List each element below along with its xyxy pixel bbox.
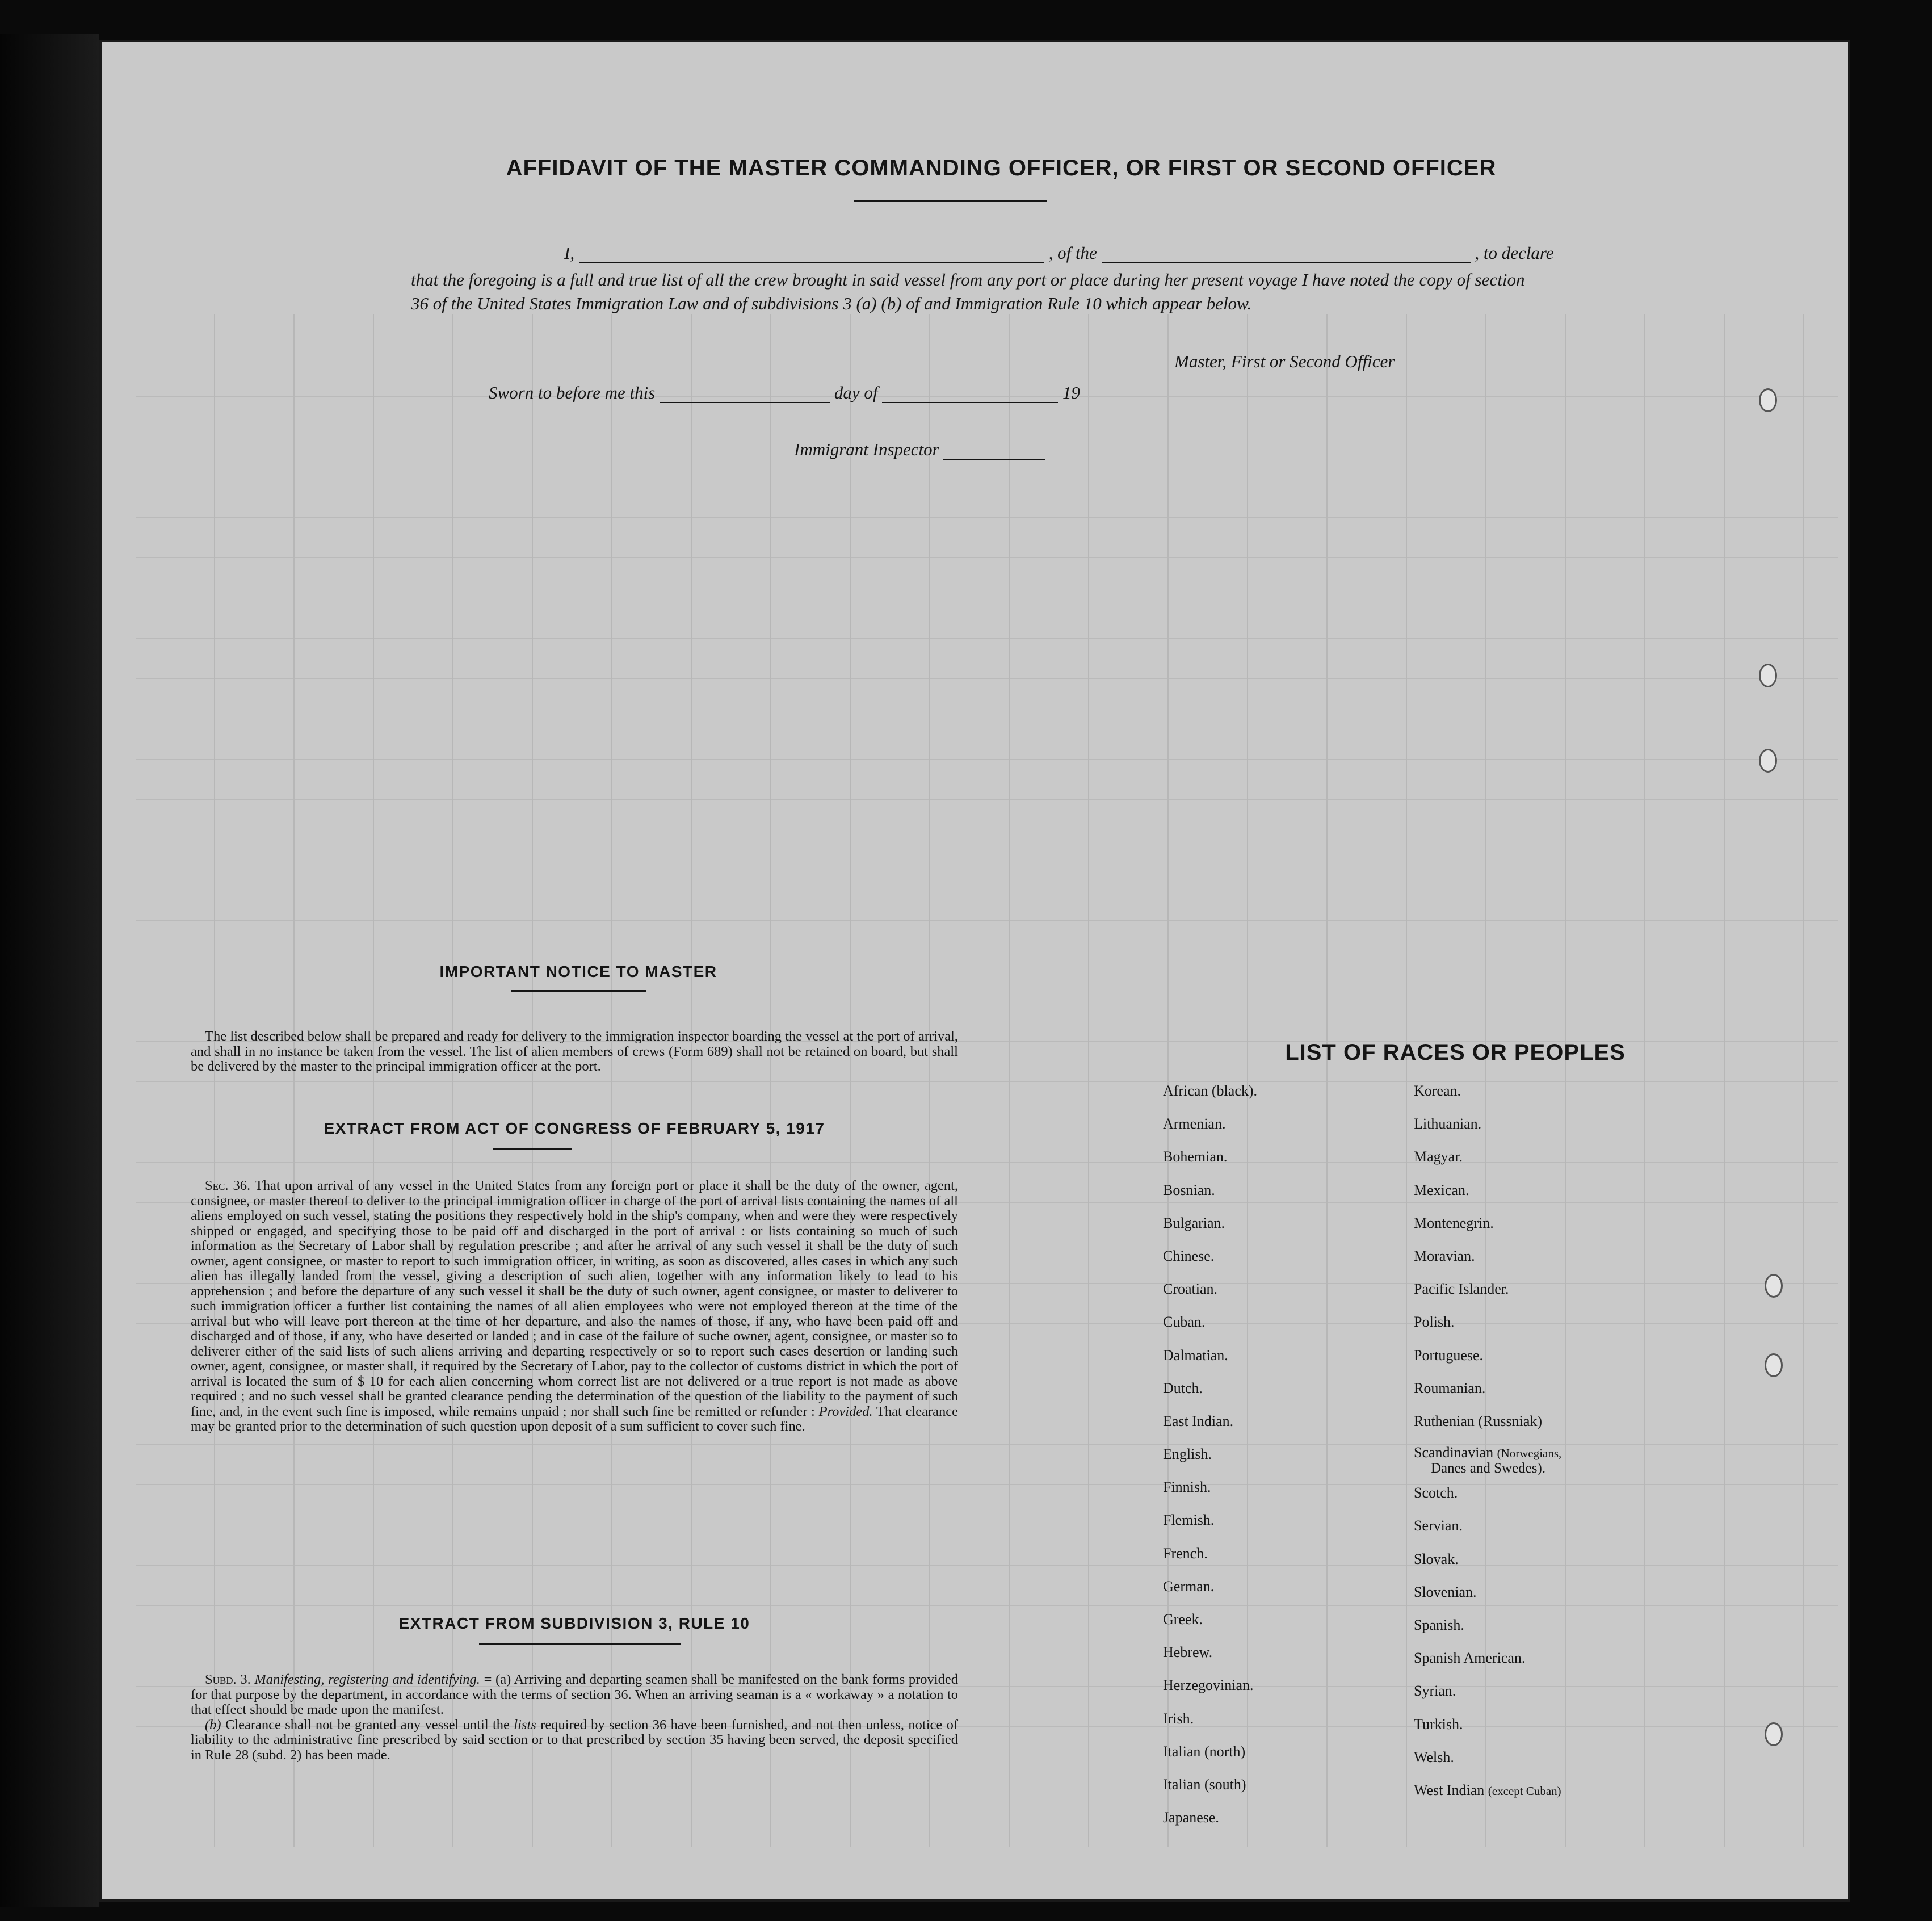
race-item: Armenian. xyxy=(1163,1115,1226,1133)
act-extract-rule xyxy=(493,1148,572,1150)
race-scandinavian: Scandinavian xyxy=(1414,1444,1494,1461)
title-rule xyxy=(854,200,1047,202)
race-item: Dalmatian. xyxy=(1163,1347,1228,1364)
race-item: English. xyxy=(1163,1446,1212,1463)
rule-extract-rule xyxy=(479,1643,681,1645)
race-item: Finnish. xyxy=(1163,1479,1211,1496)
race-item: Irish. xyxy=(1163,1710,1194,1727)
notice-heading: IMPORTANT NOTICE TO MASTER xyxy=(439,963,717,980)
subd-title: Manifesting, registering and identifying. xyxy=(254,1672,480,1687)
race-item: Bulgarian. xyxy=(1163,1214,1225,1231)
race-item: Italian (north) xyxy=(1163,1743,1246,1760)
race-item: Herzegovinian. xyxy=(1163,1677,1254,1694)
underlying-sheet-edge xyxy=(0,34,99,1907)
race-item: Portuguese. xyxy=(1414,1347,1484,1364)
race-scandinavian-note-2: Danes and Swedes). xyxy=(1431,1461,1546,1477)
race-item: Bohemian. xyxy=(1163,1148,1228,1165)
race-item: Flemish. xyxy=(1163,1512,1215,1529)
race-item-scandinavian xyxy=(1414,1445,1561,1478)
race-item: East Indian. xyxy=(1163,1412,1234,1429)
notice-rule xyxy=(511,990,646,992)
race-item: Greek. xyxy=(1163,1611,1203,1628)
race-item: African (black). xyxy=(1163,1083,1258,1099)
section-label: Sec. 36. xyxy=(205,1178,251,1193)
race-item: Slovenian. xyxy=(1414,1583,1477,1600)
race-item: French. xyxy=(1163,1545,1208,1562)
provided-label: Provided. xyxy=(818,1403,873,1419)
section-tail: That clearance may be granted prior to the determination of such question upon deposit of a sum sufficient to cover such fine. xyxy=(191,1403,959,1434)
race-item: Mexican. xyxy=(1414,1181,1469,1198)
affidavit-declaration: that the foregoing is a full and true list of all the crew brought in said vessel from any port or place during her present voyage I have noted the copy of section 36 of the United States Immigration Law and of subdivisions 3 (a) (b) of and Immigration Rule 10 which appear below. xyxy=(411,270,1525,313)
section-body: That upon arrival of any vessel in the United States from any foreign port or place it shall be the duty of the owner, agent, consignee, or master thereof to deliver to the principal immigration officer in charge of the port of arrival lists containing the names of all aliens employed on such vessel, stating the positions they respectively hold in the ship's company, when and were they were respectively shipped or engaged, and specifying those to be paid off and discharged in the port of arrival : or lists containing so much of such information as the Secretary of Labor shall by regulation prescribe ; and after he arrival of any such vessel it shall be the duty of such owner, agent consignee, or master to report to such immigration officer, in writing, as soon as discovered, alles cases in which any such alien has illegally landed from the vessel, giving a description of such alien, together with any information likely to lead to his apprehension ; and before the departure of any such vessel it shall be the duty of such owner, agent consignee, or master to deliverer to such immigration officer a further list containing the names of all alien employees who were not employed thereon at the time of the arrival but who will leave port thereon at the time of her departure, and also the names of those, if any, who have been paid off and discharged and of those, if any, who have deserted or landed ; and in case of the failure of suche owner, agent, consignee, or master so to deliverer either of the said lists of such aliens arriving and departing respectively or so to report such cases desertion or landing such owner, agent, consignee, or master shall, if required by the Secretary of Labor, pay to the collector of customs district in which the port of arrival is located the sum of $ 10 for each alien concerning whom correct list are not delivered or a true report is not made as above required ; and no such vessel shall be granted clearance pending the determination of the question of the liability to the payment of such fine, and, in the event such fine is imposed, while remains unpaid ; nor shall such fine be remitted or refunder : xyxy=(191,1178,958,1419)
race-item: Spanish. xyxy=(1414,1617,1464,1633)
race-item: Magyar. xyxy=(1414,1148,1463,1165)
race-item: Croatian. xyxy=(1163,1281,1218,1298)
sworn-day-field[interactable] xyxy=(660,402,830,403)
binder-hole xyxy=(1765,1353,1783,1377)
race-item: Korean. xyxy=(1414,1083,1461,1099)
race-item: Welsh. xyxy=(1414,1748,1454,1765)
race-west-indian-note: (except Cuban) xyxy=(1488,1784,1561,1798)
affidavit-title: AFFIDAVIT OF THE MASTER COMMANDING OFFICER, OR FIRST OR SECOND OFFICER xyxy=(506,156,1497,181)
race-item: Polish. xyxy=(1414,1314,1455,1331)
binder-hole xyxy=(1759,388,1777,412)
race-item: Turkish. xyxy=(1414,1716,1463,1733)
race-item: Chinese. xyxy=(1163,1247,1215,1264)
affidavit-i-label: I, xyxy=(564,243,575,263)
document-page xyxy=(99,40,1850,1902)
race-item: Japanese. xyxy=(1163,1809,1219,1826)
races-right-column xyxy=(1414,1082,1561,1814)
race-item: Syrian. xyxy=(1414,1683,1456,1700)
race-item: Dutch. xyxy=(1163,1379,1203,1396)
subd-part-b-start: Clearance shall not be granted any vessel until the xyxy=(225,1717,510,1733)
inspector-signature-field[interactable] xyxy=(943,459,1045,460)
race-item: Scotch. xyxy=(1414,1484,1458,1501)
race-item-west-indian xyxy=(1414,1781,1561,1814)
binder-hole xyxy=(1765,1274,1783,1298)
race-item: Roumanian. xyxy=(1414,1379,1486,1396)
race-item: Servian. xyxy=(1414,1517,1463,1534)
race-item: Bosnian. xyxy=(1163,1181,1215,1198)
name-field[interactable] xyxy=(579,262,1044,263)
affidavit-line1 xyxy=(564,243,1554,263)
immigrant-inspector-label: Immigrant Inspector xyxy=(794,439,939,459)
binder-hole xyxy=(1759,749,1777,773)
act-extract-heading: EXTRACT FROM ACT OF CONGRESS OF FEBRUARY 5, 1917 xyxy=(324,1119,825,1137)
subd-part-b-lists: lists xyxy=(514,1717,536,1733)
race-item: Italian (south) xyxy=(1163,1776,1246,1793)
vessel-field[interactable] xyxy=(1102,262,1471,263)
races-left-column xyxy=(1163,1082,1257,1842)
sworn-label: Sworn to before me this xyxy=(489,383,656,402)
affidavit-to-declare-label: , to declare xyxy=(1475,243,1554,263)
race-item: Moravian. xyxy=(1414,1247,1475,1264)
inspector-line xyxy=(794,439,1045,460)
race-item: Ruthenian (Russniak) xyxy=(1414,1412,1543,1429)
race-item: Montenegrin. xyxy=(1414,1214,1494,1231)
binder-hole xyxy=(1759,664,1777,687)
subd-part-b-rest: required by section 36 have been furnished, and not then unless, notice of liability to the administrative fine prescribed by said section or to that prescribed by section 35 having been served, the deposit specified in Rule 28 (subd. 2) has been made. xyxy=(191,1717,959,1763)
race-item: German. xyxy=(1163,1578,1215,1595)
race-scandinavian-note: (Norwegians, xyxy=(1497,1446,1562,1461)
race-item: Cuban. xyxy=(1163,1314,1206,1331)
subd-part-a: = (a) Arriving and departing seamen shall be manifested on the bank forms provided for that purpose by the department, in accordance with the terms of section 36. When an arriving seaman is a « workaway » a notation to that effect should be made upon the manifest. xyxy=(191,1672,958,1717)
notice-text: The list described below shall be prepared and ready for delivery to the immigration inspector boarding the vessel at the port of arrival, and shall in no instance be taken from the vessel. The list of alien members of crews (Form 689) shall not be retained on board, but shall be delivered by the master to the principal immigration officer at the port. xyxy=(191,1029,958,1074)
master-officer-label: Master, First or Second Officer xyxy=(1174,351,1395,371)
rule-extract-heading: EXTRACT FROM SUBDIVISION 3, RULE 10 xyxy=(398,1614,750,1632)
subd-part-b-label: (b) xyxy=(205,1717,221,1733)
race-item: Hebrew. xyxy=(1163,1644,1213,1661)
race-item: Pacific Islander. xyxy=(1414,1281,1509,1298)
year-label: 19 xyxy=(1062,383,1080,402)
race-west-indian: West Indian xyxy=(1414,1781,1485,1798)
binder-hole xyxy=(1765,1722,1783,1746)
races-title: LIST OF RACES OR PEOPLES xyxy=(1285,1040,1626,1065)
race-item: Lithuanian. xyxy=(1414,1115,1482,1133)
day-of-label: day of xyxy=(834,383,878,402)
affidavit-of-the-label: , of the xyxy=(1048,243,1097,263)
sworn-month-field[interactable] xyxy=(882,402,1058,403)
sworn-line xyxy=(489,383,1080,403)
race-item: Spanish American. xyxy=(1414,1650,1526,1667)
race-item: Slovak. xyxy=(1414,1550,1459,1567)
subd-label: Subd. 3. xyxy=(205,1672,251,1687)
rule-extract-text xyxy=(191,1672,958,1763)
act-extract-text xyxy=(191,1178,958,1435)
